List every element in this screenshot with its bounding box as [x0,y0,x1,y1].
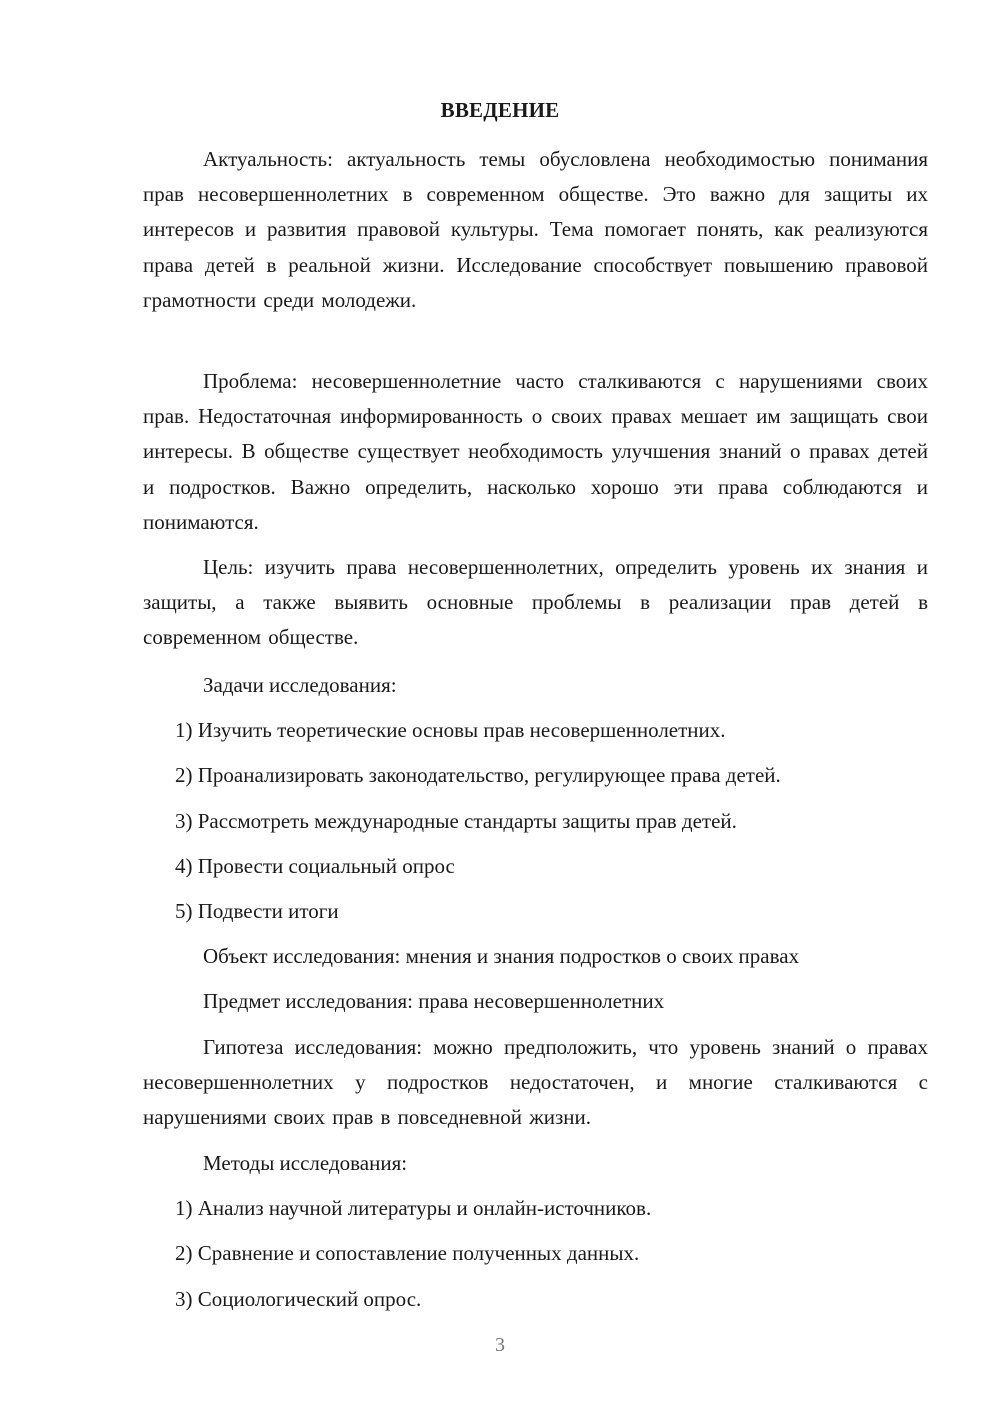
method-item: 3) Социологический опрос. [175,1287,422,1311]
tasks-heading: Задачи исследования: [203,673,397,697]
goal-paragraph: Цель: изучить права несовершеннолетних, определить уровень их знания и защиты, а также выявить основные проблемы в реализации прав детей в современном обществе. [143,555,928,650]
research-subject: Предмет исследования: права несовершеннолетних [203,989,665,1013]
hypothesis-paragraph: Гипотеза исследования: можно предположить, что уровень знаний о правах несовершеннолетних у подростков недостаточен, и многие сталкиваются с нарушениями своих прав в повседневной жизни. [143,1035,928,1130]
task-item: 5) Подвести итоги [175,899,339,923]
research-object: Объект исследования: мнения и знания подростков о своих правах [203,944,800,968]
page-title: ВВЕДЕНИЕ [440,98,560,122]
task-item: 4) Провести социальный опрос [175,854,455,878]
method-item: 2) Сравнение и сопоставление полученных данных. [175,1241,640,1265]
relevance-paragraph: Актуальность: актуальность темы обусловлена необходимостью понимания прав несовершеннолетних в современном обществе. Это важно для защиты их интересов и развития правовой культуры. Тема помогает понять, как реализуются права детей в реальной жизни. Исследование способствует повышению правовой грамотности среди молодежи. [143,147,928,312]
task-item: 2) Проанализировать законодательство, регулирующее права детей. [175,763,781,787]
task-item: 1) Изучить теоретические основы прав несовершеннолетних. [175,718,726,742]
task-item: 3) Рассмотреть международные стандарты защиты прав детей. [175,809,737,833]
page-number: 3 [495,1334,505,1356]
method-item: 1) Анализ научной литературы и онлайн-источников. [175,1196,652,1220]
methods-heading: Методы исследования: [203,1151,408,1175]
problem-paragraph: Проблема: несовершеннолетние часто сталкиваются с нарушениями своих прав. Недостаточная информированность о своих правах мешает им защищать свои интересы. В обществе существует необходимость улучшения знаний о правах детей и подростков. Важно определить, насколько хорошо эти права соблюдаются и понимаются. [143,369,928,534]
